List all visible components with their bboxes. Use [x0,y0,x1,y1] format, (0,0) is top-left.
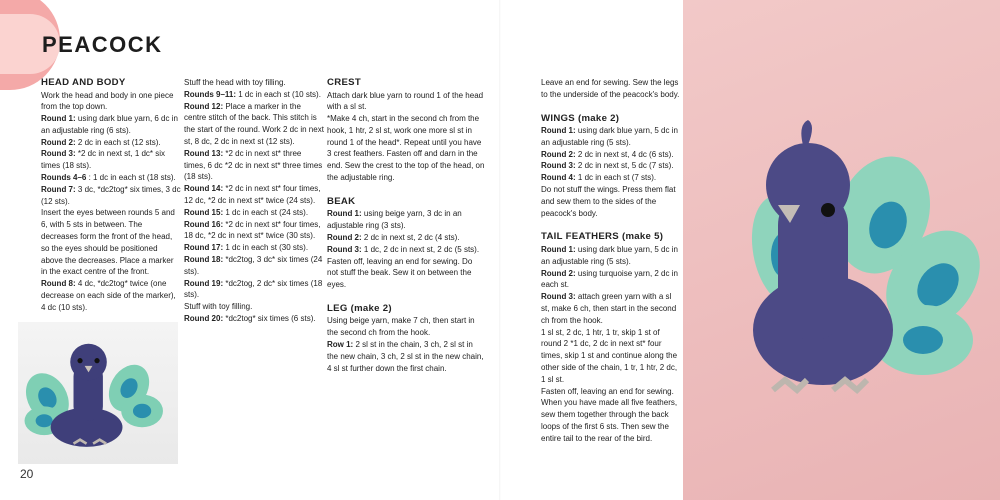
instruction-paragraph [541,125,681,149]
round-label: Round 7: [41,184,76,194]
pattern-section [327,196,485,291]
column-1 [41,77,181,326]
instruction-text: Fasten off, leaving an end for sewing. Do not stuff the beak. Sew it on between the eyes. [327,256,473,290]
round-label: Round 3: [41,149,76,159]
instruction-text: attach green yarn with a sl st, make 6 ch, then start in the second ch from the hook. [541,292,677,325]
instruction-text: 2 dc in next st, 5 dc (7 sts). [575,161,674,171]
section-heading: TAIL FEATHERS (make 5) [541,231,664,243]
instruction-text: 3 dc, *dc2tog* six times, 3 dc (12 sts). [41,184,181,206]
round-label: Round 18: [184,254,224,264]
instruction-paragraph [327,339,485,374]
instruction-paragraph [541,268,681,292]
page-gutter [499,0,501,500]
pattern-section [327,303,485,374]
instruction-paragraph [41,184,181,208]
instruction-text: *dc2tog, 2 dc* six times (18 sts). [184,278,323,300]
pattern-section [541,231,681,444]
instruction-paragraph [541,244,681,268]
instruction-text: *2 dc in next st* four times, 18 dc, *2 dc in next st* twice (30 sts). [184,219,321,241]
round-label: Round 3: [327,244,362,254]
instruction-paragraph [327,90,485,114]
peacock-toy-illustration [18,322,178,464]
peacock-photo-small [18,322,178,464]
round-label: Row 1: [327,340,354,350]
round-label: Round 8: [41,279,76,289]
round-label: Round 1: [541,244,576,254]
round-label: Round 15: [184,207,224,217]
instruction-text: Do not stuff the wings. Press them flat and sew them to the sides of the peacock's body. [541,185,676,218]
pattern-section [327,77,485,184]
round-label: Round 14: [184,184,224,194]
round-label: Rounds 9–11: [184,89,237,99]
instruction-paragraph [327,315,485,339]
round-label: Round 3: [541,292,576,302]
page-number: 20 [20,467,34,481]
round-label: Round 19: [184,278,224,288]
instruction-paragraph [41,148,181,172]
column-2 [184,77,324,337]
section-heading: BEAK [327,195,356,207]
instruction-text: using beige yarn, 3 dc in an adjustable ring (3 sts). [327,209,462,231]
round-label: Round 1: [327,209,362,219]
instruction-text: 1 sl st, 2 dc, 1 htr, 1 tr, skip 1 st of round 2 *1 dc, 2 dc in next st* four times, skip 1 st and continue along the other side of the chain, 1 tr, 1 htr, 2 dc, 1 sl st. [541,327,678,384]
instruction-text: *2 dc in next st, 1 dc* six times (18 sts). [41,149,166,171]
section-heading: LEG (make 2) [327,302,392,314]
instruction-paragraph [184,183,324,207]
instruction-text: using dark blue yarn, 5 dc in an adjustable ring (5 sts). [541,244,678,266]
round-label: Round 13: [184,148,224,158]
instruction-paragraph [41,90,181,114]
round-label: Round 12: [184,101,224,111]
section-heading: WINGS (make 2) [541,112,620,124]
peacock-toy-closeup-illustration [683,0,1000,500]
round-label: Round 2: [541,268,576,278]
instruction-paragraph [41,137,181,149]
section-heading: HEAD AND BODY [41,77,126,88]
instruction-text: 1 dc in each st (30 sts). [223,243,309,253]
instruction-text: 1 dc in each st (10 sts). [236,89,321,99]
round-label: Round 17: [184,243,224,253]
round-label: Rounds 4–6 [41,173,87,183]
instruction-paragraph [184,278,324,302]
instruction-paragraph [184,207,324,219]
instruction-text: : 1 dc in each st (18 sts). [86,173,176,183]
instruction-text: 2 dc in next st, 4 dc (6 sts). [575,149,674,159]
instruction-paragraph [541,386,681,445]
instruction-paragraph [184,101,324,148]
instruction-paragraph [184,254,324,278]
round-label: Round 4: [541,173,576,183]
section-heading: CREST [327,77,362,88]
instruction-text: Stuff with toy filling. [184,302,253,312]
instruction-paragraph [184,313,324,325]
instruction-paragraph [184,77,324,89]
instruction-text: using turquoise yarn, 2 dc in each st. [541,268,678,290]
peacock-photo-large [683,0,1000,500]
instruction-text: 1 dc, 2 dc in next st, 2 dc (5 sts). [361,244,480,254]
instruction-paragraph [327,113,485,184]
pattern-section [541,77,681,101]
instruction-paragraph [184,219,324,243]
instruction-text: using dark blue yarn, 6 dc in an adjustable ring (6 sts). [41,114,178,135]
instruction-text: *dc2tog, 3 dc* six times (24 sts). [184,254,323,276]
instruction-text: *dc2tog* six times (6 sts). [223,313,316,323]
round-label: Round 16: [184,219,224,229]
instruction-text: Insert the eyes between rounds 5 and 6, with 5 sts in between. The decreases form the front of the head, so the eyes should be positioned above the decreases. Place a marker in the exact centre of the front. [41,208,175,277]
instruction-paragraph [541,172,681,184]
instruction-text: 4 dc, *dc2tog* twice (one decrease on each side of the marker), 4 dc (10 sts). [41,279,176,312]
column-3 [327,77,485,386]
instruction-paragraph [541,160,681,172]
round-label: Round 1: [41,114,76,124]
instruction-paragraph [184,301,324,313]
instruction-paragraph [327,208,485,232]
instruction-text: *Make 4 ch, start in the second ch from the hook, 1 htr, 2 sl st, work one more sl st in round 1 of the head*. Repeat until you have 3 crest feathers. Fasten off and darn in the end. Sew the crest to the top of the head, on the adjustable ring. [327,114,485,183]
instruction-text: 2 sl st in the chain, 3 ch, 2 sl st in the new chain, 3 ch, 2 sl st in the new chain, 4 sl st further down the first chain. [327,340,484,373]
instruction-text: 1 dc in each st (24 sts). [223,207,309,217]
instruction-text: *2 dc in next st* four times, 12 dc, *2 dc in next st* twice (24 sts). [184,184,321,205]
instruction-paragraph [327,232,485,244]
pattern-section [184,77,324,325]
instruction-text: Place a marker in the centre stitch of the back. This stitch is the start of the round. Work 2 dc in next st, 8 dc, 2 dc in next st (12 sts). [184,101,324,146]
instruction-paragraph [541,327,681,386]
instruction-paragraph [41,113,181,137]
instruction-paragraph [41,207,181,278]
round-label: Round 2: [327,232,362,242]
pattern-section [41,77,181,314]
instruction-paragraph [327,244,485,256]
instruction-paragraph [541,184,681,219]
round-label: Round 2: [541,149,576,159]
instruction-paragraph [41,172,181,184]
pattern-section [541,113,681,220]
round-label: Round 20: [184,313,224,323]
instruction-text: Work the head and body in one piece from the top down. [41,90,174,112]
round-label: Round 3: [541,161,576,171]
instruction-text: Using beige yarn, make 7 ch, then start in the second ch from the hook. [327,316,475,338]
instruction-text: Leave an end for sewing. Sew the legs to the underside of the peacock's body. [541,78,680,99]
instruction-paragraph [541,77,681,101]
instruction-text: Attach dark blue yarn to round 1 of the head with a sl st. [327,90,484,112]
instruction-paragraph [184,148,324,183]
instruction-paragraph [541,149,681,161]
instruction-text: using dark blue yarn, 5 dc in an adjustable ring (5 sts). [541,126,678,147]
instruction-paragraph [184,89,324,101]
round-label: Round 2: [41,137,76,147]
instruction-text: *2 dc in next st* three times, 6 dc *2 dc in next st* three times (18 sts). [184,148,323,182]
instruction-paragraph [327,256,485,291]
instruction-text: Fasten off, leaving an end for sewing. When you have made all five feathers, sew them together through the back loops of the first 6 sts. Then sew the entire tail to the rear of the bird. [541,386,678,443]
page-title: PEACOCK [42,32,163,57]
instruction-text: 2 dc in each st (12 sts). [75,137,161,147]
instruction-paragraph [41,278,181,313]
instruction-text: Stuff the head with toy filling. [184,78,286,87]
instruction-paragraph [184,242,324,254]
round-label: Round 1: [541,126,576,136]
instruction-text: 2 dc in next st, 2 dc (4 sts). [361,232,460,242]
instruction-text: 1 dc in each st (7 sts). [575,173,657,183]
column-4 [541,77,681,457]
instruction-paragraph [541,291,681,326]
